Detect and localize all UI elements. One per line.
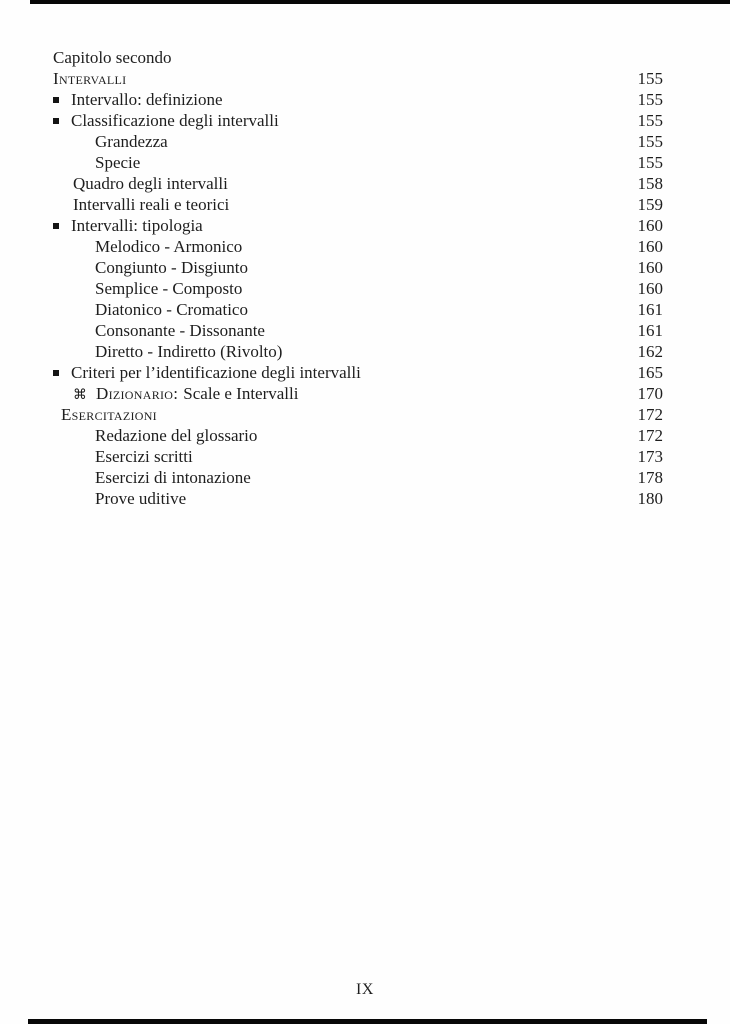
toc-entry-label: Intervalli [53,69,127,88]
square-bullet-icon [53,97,59,103]
toc-row [53,68,663,89]
toc-entry-label: Classificazione degli intervalli [71,111,279,130]
toc-row [53,320,663,341]
toc-entry-label: Esercizi di intonazione [95,468,251,487]
scan-edge-artifact-top [30,0,730,4]
toc-page-number: 162 [637,342,663,361]
toc-page-number: 155 [637,111,663,130]
toc-page-number: 178 [637,468,663,487]
toc-entry-label: Esercizi scritti [95,447,193,466]
square-bullet-icon [53,370,59,376]
toc-row [53,467,663,488]
toc-entry-label: Intervalli reali e teorici [73,195,230,214]
toc-page-number: 160 [637,216,663,235]
toc-row [53,446,663,467]
toc-page-number: 155 [637,69,663,88]
toc-page-number: 172 [637,426,663,445]
chapter-heading [53,47,663,68]
toc-entry-label: Prove uditive [95,489,187,508]
toc-page-number: 172 [637,405,663,424]
square-bullet-icon [53,118,59,124]
toc-entry-label: Capitolo secondo [53,48,172,67]
toc-entry-label-smallcaps: Dizionario: [96,384,179,403]
toc-row [53,173,663,194]
toc-row [53,89,663,110]
toc-row [53,215,663,236]
toc-entry-label: Consonante - Dissonante [95,321,265,340]
toc-row [53,383,663,404]
toc-row [53,236,663,257]
toc-row [53,425,663,446]
toc-entry-label: Semplice - Composto [95,279,243,298]
toc-page-number: 173 [637,447,663,466]
toc-row [53,110,663,131]
toc-entry-label: Criteri per l’identificazione degli intervalli [71,363,361,382]
toc-row [53,341,663,362]
toc-entry-label: Diretto - Indiretto (Rivolto) [95,342,283,361]
toc-entry-label: Redazione del glossario [95,426,258,445]
toc-row [53,404,663,425]
toc-page-number: 158 [637,174,663,193]
toc-entry-label: Congiunto - Disgiunto [95,258,249,277]
toc-row [53,488,663,509]
footer-page-number: IX [356,981,374,998]
toc-page-number: 155 [637,153,663,172]
toc-row [53,257,663,278]
toc-row [53,152,663,173]
toc-page-number: 170 [637,384,663,403]
toc-entry-label: Intervallo: definizione [71,90,223,109]
toc-entry-label: Quadro degli intervalli [73,174,228,193]
table-of-contents [53,47,663,509]
toc-page-number: 161 [637,300,663,319]
toc-entry-label: Esercitazioni [61,405,157,424]
toc-page-number: 161 [637,321,663,340]
toc-entry-label: Melodico - Armonico [95,237,243,256]
toc-entry-label: Specie [95,153,141,172]
toc-page-number: 155 [637,90,663,109]
toc-page-number: 160 [637,258,663,277]
toc-row [53,194,663,215]
toc-entry-label: Grandezza [95,132,168,151]
toc-entry-label: Intervalli: tipologia [71,216,203,235]
toc-page-number: 159 [637,195,663,214]
command-icon: ⌘ [73,387,87,403]
toc-page-number: 155 [637,132,663,151]
toc-page-number: 160 [637,237,663,256]
scan-edge-artifact-bottom [28,1019,707,1024]
toc-row [53,131,663,152]
toc-page-number: 180 [637,489,663,508]
toc-page-number: 160 [637,279,663,298]
toc-entry-label: Scale e Intervalli [183,384,299,403]
toc-page-number: 165 [637,363,663,382]
toc-row [53,299,663,320]
toc-row [53,362,663,383]
square-bullet-icon [53,223,59,229]
toc-entry-label: Diatonico - Cromatico [95,300,248,319]
toc-row [53,278,663,299]
